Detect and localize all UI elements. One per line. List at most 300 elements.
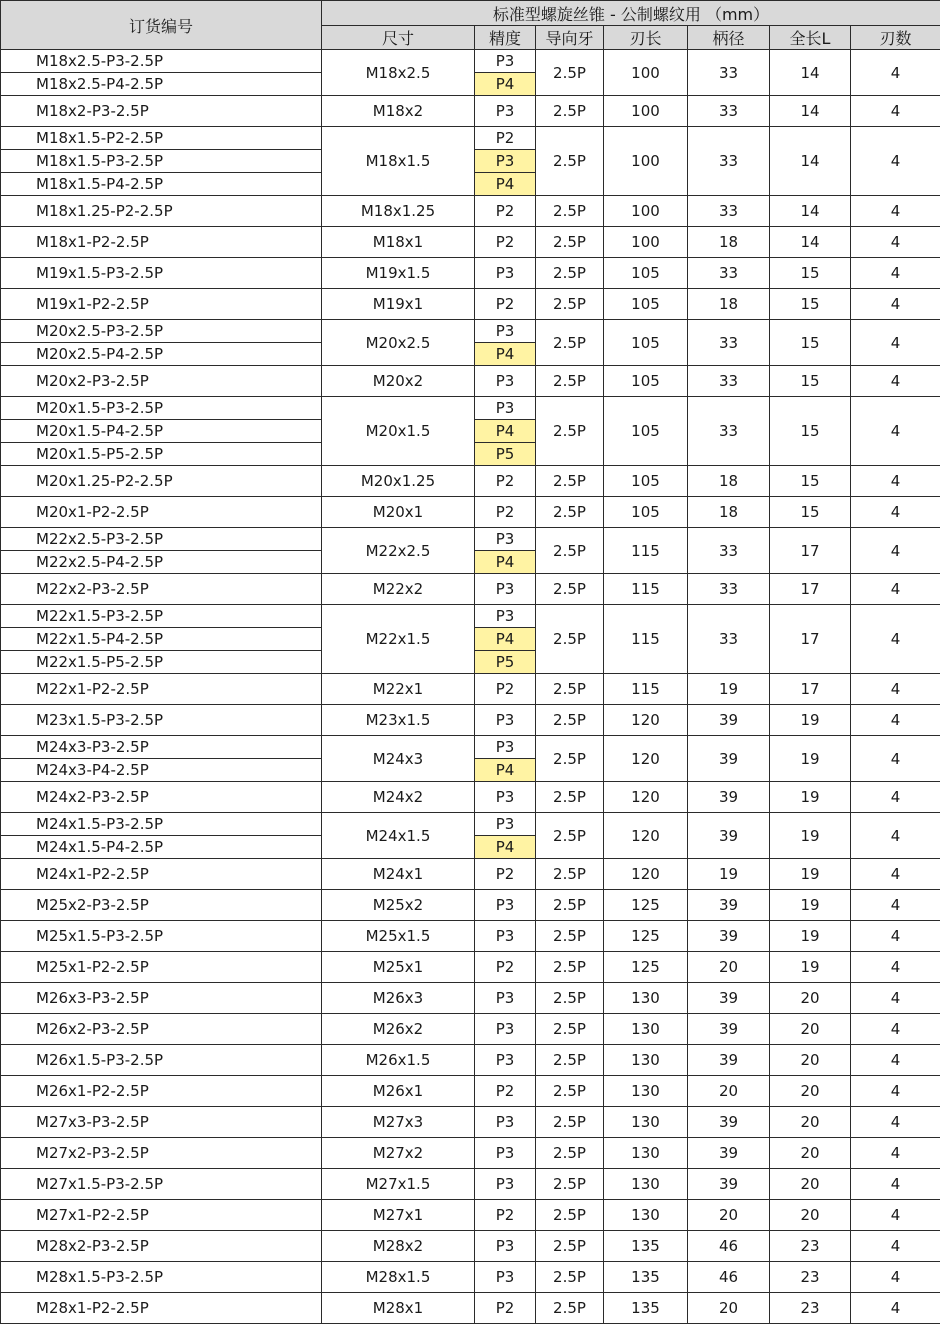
order-code-cell: M20x2-P3-2.5P bbox=[1, 366, 322, 397]
order-code-cell: M26x1.5-P3-2.5P bbox=[1, 1045, 322, 1076]
flutes-cell: 4 bbox=[851, 1076, 940, 1107]
table-row bbox=[1, 782, 940, 813]
precision-cell: P2 bbox=[475, 127, 536, 150]
order-code-cell: M24x3-P3-2.5P bbox=[1, 736, 322, 759]
shank-dia-cell: 39 bbox=[688, 705, 770, 736]
precision-cell: P3 bbox=[475, 574, 536, 605]
blade-length-cell: 100 bbox=[604, 227, 688, 258]
order-code-cell: M23x1.5-P3-2.5P bbox=[1, 705, 322, 736]
pilot-cell: 2.5P bbox=[536, 1231, 604, 1262]
shank-dia-cell: 33 bbox=[688, 605, 770, 674]
blade-length-cell: 120 bbox=[604, 782, 688, 813]
table-row bbox=[1, 96, 940, 127]
size-cell: M27x3 bbox=[322, 1107, 475, 1138]
flutes-cell: 4 bbox=[851, 1138, 940, 1169]
pilot-cell: 2.5P bbox=[536, 1014, 604, 1045]
flutes-cell: 4 bbox=[851, 366, 940, 397]
pilot-cell: 2.5P bbox=[536, 705, 604, 736]
order-code-cell: M18x1.5-P2-2.5P bbox=[1, 127, 322, 150]
shank-dia-cell: 33 bbox=[688, 528, 770, 574]
shank-dia-cell: 19 bbox=[688, 859, 770, 890]
order-code-cell: M22x2-P3-2.5P bbox=[1, 574, 322, 605]
pilot-cell: 2.5P bbox=[536, 258, 604, 289]
precision-cell: P3 bbox=[475, 705, 536, 736]
pilot-cell: 2.5P bbox=[536, 605, 604, 674]
order-code-cell: M22x1-P2-2.5P bbox=[1, 674, 322, 705]
pilot-cell: 2.5P bbox=[536, 890, 604, 921]
size-cell: M26x1.5 bbox=[322, 1045, 475, 1076]
blade-length-cell: 115 bbox=[604, 605, 688, 674]
order-code-cell: M22x2.5-P3-2.5P bbox=[1, 528, 322, 551]
table-row bbox=[1, 1231, 940, 1262]
size-cell: M26x3 bbox=[322, 983, 475, 1014]
precision-cell: P3 bbox=[475, 736, 536, 759]
blade-length-cell: 125 bbox=[604, 890, 688, 921]
order-code-cell: M24x1-P2-2.5P bbox=[1, 859, 322, 890]
precision-cell: P2 bbox=[475, 1076, 536, 1107]
shank-dia-cell: 39 bbox=[688, 1045, 770, 1076]
blade-length-cell: 130 bbox=[604, 1169, 688, 1200]
pilot-cell: 2.5P bbox=[536, 983, 604, 1014]
blade-length-cell: 130 bbox=[604, 983, 688, 1014]
table-row bbox=[1, 528, 940, 551]
size-cell: M18x1.25 bbox=[322, 196, 475, 227]
overall-length-cell: 15 bbox=[770, 366, 851, 397]
table-row bbox=[1, 466, 940, 497]
precision-cell: P2 bbox=[475, 952, 536, 983]
size-cell: M20x2 bbox=[322, 366, 475, 397]
precision-cell: P2 bbox=[475, 196, 536, 227]
table-row bbox=[1, 497, 940, 528]
overall-length-cell: 14 bbox=[770, 96, 851, 127]
shank-dia-cell: 33 bbox=[688, 397, 770, 466]
flutes-cell: 4 bbox=[851, 674, 940, 705]
shank-dia-cell: 33 bbox=[688, 96, 770, 127]
overall-length-cell: 19 bbox=[770, 782, 851, 813]
blade-length-cell: 125 bbox=[604, 921, 688, 952]
blade-length-cell: 100 bbox=[604, 196, 688, 227]
shank-dia-cell: 33 bbox=[688, 127, 770, 196]
blade-length-cell: 135 bbox=[604, 1293, 688, 1324]
pilot-cell: 2.5P bbox=[536, 227, 604, 258]
flutes-cell: 4 bbox=[851, 782, 940, 813]
flutes-cell: 4 bbox=[851, 921, 940, 952]
precision-cell: P3 bbox=[475, 605, 536, 628]
pilot-cell: 2.5P bbox=[536, 574, 604, 605]
shank-dia-cell: 33 bbox=[688, 50, 770, 96]
overall-length-cell: 17 bbox=[770, 574, 851, 605]
order-code-cell: M20x2.5-P3-2.5P bbox=[1, 320, 322, 343]
precision-cell: P3 bbox=[475, 813, 536, 836]
overall-length-cell: 19 bbox=[770, 813, 851, 859]
blade-length-cell: 105 bbox=[604, 258, 688, 289]
order-code-cell: M20x1.5-P4-2.5P bbox=[1, 420, 322, 443]
pilot-cell: 2.5P bbox=[536, 50, 604, 96]
precision-cell: P2 bbox=[475, 466, 536, 497]
order-code-cell: M20x1.5-P5-2.5P bbox=[1, 443, 322, 466]
overall-length-cell: 23 bbox=[770, 1262, 851, 1293]
precision-cell: P4 bbox=[475, 173, 536, 196]
pilot-cell: 2.5P bbox=[536, 466, 604, 497]
shank-dia-cell: 18 bbox=[688, 497, 770, 528]
shank-dia-cell: 39 bbox=[688, 1014, 770, 1045]
size-cell: M18x2 bbox=[322, 96, 475, 127]
shank-dia-cell: 33 bbox=[688, 196, 770, 227]
overall-length-cell: 20 bbox=[770, 983, 851, 1014]
flutes-cell: 4 bbox=[851, 1200, 940, 1231]
blade-length-cell: 115 bbox=[604, 574, 688, 605]
shank-dia-cell: 33 bbox=[688, 320, 770, 366]
table-row bbox=[1, 1262, 940, 1293]
size-cell: M18x1 bbox=[322, 227, 475, 258]
precision-cell: P2 bbox=[475, 497, 536, 528]
pilot-cell: 2.5P bbox=[536, 127, 604, 196]
order-code-cell: M28x2-P3-2.5P bbox=[1, 1231, 322, 1262]
table-row bbox=[1, 1014, 940, 1045]
shank-dia-header: 柄径 bbox=[688, 26, 770, 50]
size-cell: M24x2 bbox=[322, 782, 475, 813]
flutes-cell: 4 bbox=[851, 1169, 940, 1200]
pilot-cell: 2.5P bbox=[536, 736, 604, 782]
overall-length-header: 全长L bbox=[770, 26, 851, 50]
size-header: 尺寸 bbox=[322, 26, 475, 50]
precision-cell: P3 bbox=[475, 782, 536, 813]
precision-cell: P5 bbox=[475, 443, 536, 466]
flutes-cell: 4 bbox=[851, 1262, 940, 1293]
overall-length-cell: 17 bbox=[770, 605, 851, 674]
precision-cell: P5 bbox=[475, 651, 536, 674]
overall-length-cell: 14 bbox=[770, 196, 851, 227]
blade-length-cell: 115 bbox=[604, 674, 688, 705]
size-cell: M19x1 bbox=[322, 289, 475, 320]
flutes-cell: 4 bbox=[851, 258, 940, 289]
blade-length-cell: 100 bbox=[604, 50, 688, 96]
table-row bbox=[1, 921, 940, 952]
flutes-cell: 4 bbox=[851, 397, 940, 466]
overall-length-cell: 20 bbox=[770, 1200, 851, 1231]
blade-length-cell: 125 bbox=[604, 952, 688, 983]
overall-length-cell: 19 bbox=[770, 736, 851, 782]
overall-length-cell: 15 bbox=[770, 289, 851, 320]
size-cell: M22x2 bbox=[322, 574, 475, 605]
order-code-cell: M18x2.5-P4-2.5P bbox=[1, 73, 322, 96]
size-cell: M28x1 bbox=[322, 1293, 475, 1324]
pilot-cell: 2.5P bbox=[536, 497, 604, 528]
blade-length-cell: 100 bbox=[604, 96, 688, 127]
shank-dia-cell: 19 bbox=[688, 674, 770, 705]
blade-length-cell: 135 bbox=[604, 1231, 688, 1262]
precision-cell: P3 bbox=[475, 1014, 536, 1045]
overall-length-cell: 14 bbox=[770, 227, 851, 258]
shank-dia-cell: 39 bbox=[688, 983, 770, 1014]
overall-length-cell: 17 bbox=[770, 528, 851, 574]
table-row bbox=[1, 674, 940, 705]
table-row bbox=[1, 890, 940, 921]
table-row bbox=[1, 127, 940, 150]
precision-cell: P3 bbox=[475, 1138, 536, 1169]
overall-length-cell: 20 bbox=[770, 1138, 851, 1169]
order-code-cell: M24x1.5-P3-2.5P bbox=[1, 813, 322, 836]
order-code-header: 订货编号 bbox=[1, 1, 322, 50]
blade-length-cell: 105 bbox=[604, 466, 688, 497]
precision-cell: P3 bbox=[475, 921, 536, 952]
order-code-cell: M20x2.5-P4-2.5P bbox=[1, 343, 322, 366]
table-row bbox=[1, 320, 940, 343]
flutes-cell: 4 bbox=[851, 96, 940, 127]
shank-dia-cell: 20 bbox=[688, 1293, 770, 1324]
order-code-cell: M18x2.5-P3-2.5P bbox=[1, 50, 322, 73]
size-cell: M27x1 bbox=[322, 1200, 475, 1231]
table-row bbox=[1, 952, 940, 983]
size-cell: M25x1.5 bbox=[322, 921, 475, 952]
order-code-cell: M18x1.5-P3-2.5P bbox=[1, 150, 322, 173]
order-code-cell: M28x1.5-P3-2.5P bbox=[1, 1262, 322, 1293]
overall-length-cell: 14 bbox=[770, 50, 851, 96]
precision-cell: P2 bbox=[475, 674, 536, 705]
shank-dia-cell: 39 bbox=[688, 736, 770, 782]
shank-dia-cell: 20 bbox=[688, 1200, 770, 1231]
order-code-cell: M22x1.5-P4-2.5P bbox=[1, 628, 322, 651]
table-row bbox=[1, 366, 940, 397]
table-row bbox=[1, 605, 940, 628]
precision-cell: P3 bbox=[475, 50, 536, 73]
pilot-cell: 2.5P bbox=[536, 320, 604, 366]
pilot-header: 导向牙 bbox=[536, 26, 604, 50]
flutes-cell: 4 bbox=[851, 952, 940, 983]
size-cell: M25x2 bbox=[322, 890, 475, 921]
size-cell: M23x1.5 bbox=[322, 705, 475, 736]
flutes-cell: 4 bbox=[851, 320, 940, 366]
table-row bbox=[1, 736, 940, 759]
order-code-cell: M24x2-P3-2.5P bbox=[1, 782, 322, 813]
pilot-cell: 2.5P bbox=[536, 921, 604, 952]
order-code-cell: M24x3-P4-2.5P bbox=[1, 759, 322, 782]
overall-length-cell: 15 bbox=[770, 258, 851, 289]
blade-length-cell: 130 bbox=[604, 1200, 688, 1231]
size-cell: M28x1.5 bbox=[322, 1262, 475, 1293]
order-code-cell: M22x2.5-P4-2.5P bbox=[1, 551, 322, 574]
order-code-cell: M27x1-P2-2.5P bbox=[1, 1200, 322, 1231]
pilot-cell: 2.5P bbox=[536, 1293, 604, 1324]
overall-length-cell: 15 bbox=[770, 497, 851, 528]
overall-length-cell: 19 bbox=[770, 890, 851, 921]
pilot-cell: 2.5P bbox=[536, 96, 604, 127]
flutes-cell: 4 bbox=[851, 50, 940, 96]
flutes-cell: 4 bbox=[851, 574, 940, 605]
shank-dia-cell: 33 bbox=[688, 366, 770, 397]
precision-cell: P4 bbox=[475, 628, 536, 651]
flutes-cell: 4 bbox=[851, 1045, 940, 1076]
blade-length-cell: 105 bbox=[604, 366, 688, 397]
blade-length-cell: 120 bbox=[604, 705, 688, 736]
flutes-cell: 4 bbox=[851, 983, 940, 1014]
shank-dia-cell: 33 bbox=[688, 574, 770, 605]
flutes-cell: 4 bbox=[851, 528, 940, 574]
flutes-cell: 4 bbox=[851, 605, 940, 674]
flutes-cell: 4 bbox=[851, 1293, 940, 1324]
size-cell: M20x2.5 bbox=[322, 320, 475, 366]
overall-length-cell: 20 bbox=[770, 1045, 851, 1076]
group-title-header: 标准型螺旋丝锥 - 公制螺纹用 （mm） bbox=[322, 1, 940, 26]
table-body bbox=[1, 50, 940, 1324]
table-row bbox=[1, 1200, 940, 1231]
order-code-cell: M19x1.5-P3-2.5P bbox=[1, 258, 322, 289]
overall-length-cell: 19 bbox=[770, 952, 851, 983]
order-code-cell: M25x2-P3-2.5P bbox=[1, 890, 322, 921]
precision-cell: P2 bbox=[475, 289, 536, 320]
overall-length-cell: 23 bbox=[770, 1293, 851, 1324]
pilot-cell: 2.5P bbox=[536, 289, 604, 320]
table-row bbox=[1, 397, 940, 420]
pilot-cell: 2.5P bbox=[536, 952, 604, 983]
size-cell: M24x3 bbox=[322, 736, 475, 782]
table-row bbox=[1, 1138, 940, 1169]
shank-dia-cell: 18 bbox=[688, 466, 770, 497]
table-row bbox=[1, 1107, 940, 1138]
precision-cell: P3 bbox=[475, 366, 536, 397]
size-cell: M19x1.5 bbox=[322, 258, 475, 289]
pilot-cell: 2.5P bbox=[536, 1200, 604, 1231]
precision-cell: P3 bbox=[475, 96, 536, 127]
precision-cell: P2 bbox=[475, 859, 536, 890]
order-code-cell: M26x2-P3-2.5P bbox=[1, 1014, 322, 1045]
order-code-cell: M18x1.5-P4-2.5P bbox=[1, 173, 322, 196]
flutes-header: 刃数 bbox=[851, 26, 940, 50]
flutes-cell: 4 bbox=[851, 1014, 940, 1045]
precision-cell: P4 bbox=[475, 759, 536, 782]
size-cell: M20x1.25 bbox=[322, 466, 475, 497]
size-cell: M24x1.5 bbox=[322, 813, 475, 859]
precision-cell: P3 bbox=[475, 1107, 536, 1138]
order-code-cell: M28x1-P2-2.5P bbox=[1, 1293, 322, 1324]
shank-dia-cell: 39 bbox=[688, 921, 770, 952]
precision-cell: P3 bbox=[475, 1045, 536, 1076]
order-code-cell: M27x2-P3-2.5P bbox=[1, 1138, 322, 1169]
flutes-cell: 4 bbox=[851, 1107, 940, 1138]
pilot-cell: 2.5P bbox=[536, 196, 604, 227]
size-cell: M25x1 bbox=[322, 952, 475, 983]
pilot-cell: 2.5P bbox=[536, 813, 604, 859]
flutes-cell: 4 bbox=[851, 813, 940, 859]
blade-length-cell: 105 bbox=[604, 397, 688, 466]
table-row bbox=[1, 574, 940, 605]
flutes-cell: 4 bbox=[851, 859, 940, 890]
pilot-cell: 2.5P bbox=[536, 528, 604, 574]
blade-length-cell: 135 bbox=[604, 1262, 688, 1293]
precision-cell: P3 bbox=[475, 1262, 536, 1293]
overall-length-cell: 19 bbox=[770, 859, 851, 890]
order-code-cell: M22x1.5-P5-2.5P bbox=[1, 651, 322, 674]
blade-length-cell: 130 bbox=[604, 1045, 688, 1076]
size-cell: M24x1 bbox=[322, 859, 475, 890]
order-code-cell: M25x1-P2-2.5P bbox=[1, 952, 322, 983]
flutes-cell: 4 bbox=[851, 466, 940, 497]
pilot-cell: 2.5P bbox=[536, 1169, 604, 1200]
precision-cell: P4 bbox=[475, 420, 536, 443]
size-cell: M22x1 bbox=[322, 674, 475, 705]
size-cell: M20x1 bbox=[322, 497, 475, 528]
precision-header: 精度 bbox=[475, 26, 536, 50]
pilot-cell: 2.5P bbox=[536, 1107, 604, 1138]
precision-cell: P3 bbox=[475, 258, 536, 289]
pilot-cell: 2.5P bbox=[536, 782, 604, 813]
blade-length-cell: 120 bbox=[604, 859, 688, 890]
order-code-cell: M26x3-P3-2.5P bbox=[1, 983, 322, 1014]
shank-dia-cell: 39 bbox=[688, 813, 770, 859]
table-row bbox=[1, 50, 940, 73]
pilot-cell: 2.5P bbox=[536, 397, 604, 466]
pilot-cell: 2.5P bbox=[536, 1045, 604, 1076]
size-cell: M26x1 bbox=[322, 1076, 475, 1107]
precision-cell: P3 bbox=[475, 397, 536, 420]
shank-dia-cell: 20 bbox=[688, 1076, 770, 1107]
overall-length-cell: 15 bbox=[770, 466, 851, 497]
blade-length-cell: 120 bbox=[604, 813, 688, 859]
blade-length-cell: 100 bbox=[604, 127, 688, 196]
order-code-cell: M19x1-P2-2.5P bbox=[1, 289, 322, 320]
overall-length-cell: 17 bbox=[770, 674, 851, 705]
pilot-cell: 2.5P bbox=[536, 674, 604, 705]
shank-dia-cell: 20 bbox=[688, 952, 770, 983]
precision-cell: P3 bbox=[475, 983, 536, 1014]
pilot-cell: 2.5P bbox=[536, 859, 604, 890]
flutes-cell: 4 bbox=[851, 497, 940, 528]
overall-length-cell: 15 bbox=[770, 320, 851, 366]
table-row bbox=[1, 1045, 940, 1076]
precision-cell: P3 bbox=[475, 1169, 536, 1200]
shank-dia-cell: 39 bbox=[688, 890, 770, 921]
overall-length-cell: 15 bbox=[770, 397, 851, 466]
shank-dia-cell: 46 bbox=[688, 1231, 770, 1262]
overall-length-cell: 20 bbox=[770, 1107, 851, 1138]
size-cell: M27x1.5 bbox=[322, 1169, 475, 1200]
overall-length-cell: 19 bbox=[770, 705, 851, 736]
flutes-cell: 4 bbox=[851, 890, 940, 921]
pilot-cell: 2.5P bbox=[536, 1138, 604, 1169]
table-row bbox=[1, 1169, 940, 1200]
size-cell: M22x1.5 bbox=[322, 605, 475, 674]
shank-dia-cell: 39 bbox=[688, 1169, 770, 1200]
precision-cell: P2 bbox=[475, 1200, 536, 1231]
blade-length-cell: 105 bbox=[604, 497, 688, 528]
size-cell: M22x2.5 bbox=[322, 528, 475, 574]
table-row bbox=[1, 813, 940, 836]
pilot-cell: 2.5P bbox=[536, 1262, 604, 1293]
shank-dia-cell: 46 bbox=[688, 1262, 770, 1293]
size-cell: M27x2 bbox=[322, 1138, 475, 1169]
overall-length-cell: 19 bbox=[770, 921, 851, 952]
order-code-cell: M18x2-P3-2.5P bbox=[1, 96, 322, 127]
precision-cell: P3 bbox=[475, 320, 536, 343]
size-cell: M18x2.5 bbox=[322, 50, 475, 96]
flutes-cell: 4 bbox=[851, 705, 940, 736]
shank-dia-cell: 33 bbox=[688, 258, 770, 289]
blade-length-cell: 115 bbox=[604, 528, 688, 574]
table-row bbox=[1, 1293, 940, 1324]
blade-length-cell: 130 bbox=[604, 1076, 688, 1107]
table-row bbox=[1, 227, 940, 258]
order-code-cell: M22x1.5-P3-2.5P bbox=[1, 605, 322, 628]
precision-cell: P2 bbox=[475, 1293, 536, 1324]
flutes-cell: 4 bbox=[851, 736, 940, 782]
overall-length-cell: 20 bbox=[770, 1014, 851, 1045]
flutes-cell: 4 bbox=[851, 227, 940, 258]
order-code-cell: M27x3-P3-2.5P bbox=[1, 1107, 322, 1138]
order-code-cell: M27x1.5-P3-2.5P bbox=[1, 1169, 322, 1200]
size-cell: M20x1.5 bbox=[322, 397, 475, 466]
blade-length-cell: 130 bbox=[604, 1138, 688, 1169]
overall-length-cell: 14 bbox=[770, 127, 851, 196]
